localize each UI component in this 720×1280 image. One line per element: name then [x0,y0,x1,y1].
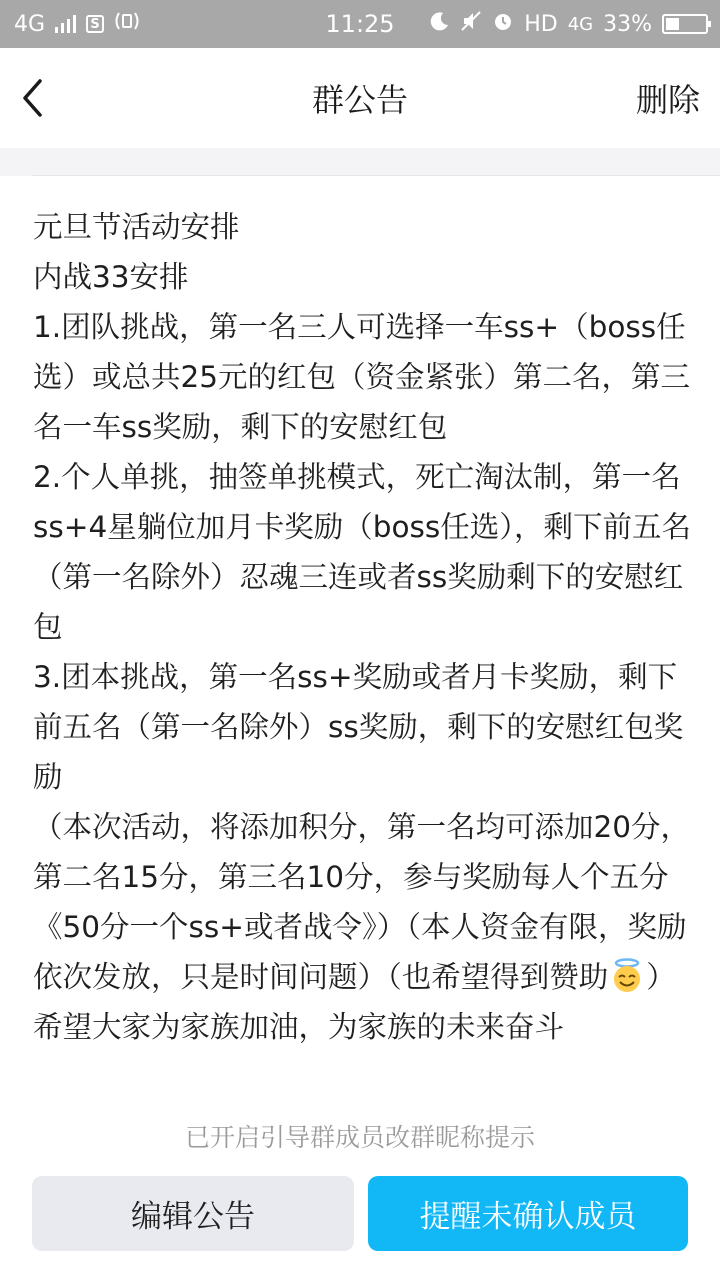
smiling-face-with-halo-icon [609,958,645,994]
battery-fill [666,18,679,30]
page-title: 群公告 [311,81,408,119]
moon-icon [430,11,450,37]
announcement-body-end: ）希望大家为家族加油，为家族的未来奋斗 [33,960,676,1044]
nickname-hint: 已开启引导群成员改群昵称提示 [184,1123,535,1152]
mute-icon [460,10,482,38]
announcement-text [33,202,693,1052]
status-time: 11:25 [325,10,395,38]
network-type: 4G [14,11,46,37]
announcement-body: 元旦节活动安排 内战33安排 1.团队挑战，第一名三人可选择一车ss+（boss任选）或总共25元的红包（资金紧张）第二名，第三名一车ss奖励，剩下的安慰红包 2.个人单挑，抽签单挑模式，死亡淘汰制，第一名ss+4星躺位加月卡奖励（boss任选），剩下前五名（第一名除外）忍魂三连或者ss奖励剩下的安慰红包 3.团本挑战，第一名ss+奖励或者月卡奖励，剩下前五名（第一名除外）ss奖励，剩下的安慰红包奖励 （本次活动，将添加积分，第一名均可添加20分，第二名15分，第三名10分，参与奖励每人个五分《50分一个ss+或者战令》）（本人资金有限，奖励依次发放，只是时间问题）（也希望得到赞助 [33,210,691,994]
hd-label: HD [524,11,558,37]
remind-unconfirmed-button[interactable]: 提醒未确认成员 [368,1176,688,1251]
battery-icon [662,14,708,34]
divider-strip [0,148,720,176]
alarm-icon [492,10,514,38]
network-type-2: 4G [567,13,594,35]
battery-percent: 33% [603,11,652,37]
status-bar-right [430,0,708,48]
divider-line [32,175,720,176]
edit-announcement-button[interactable]: 编辑公告 [32,1176,354,1251]
status-bar [0,0,720,48]
delete-button[interactable]: 删除 [635,81,700,119]
app-notification-icon: S [86,15,104,33]
nav-bar [0,48,720,148]
